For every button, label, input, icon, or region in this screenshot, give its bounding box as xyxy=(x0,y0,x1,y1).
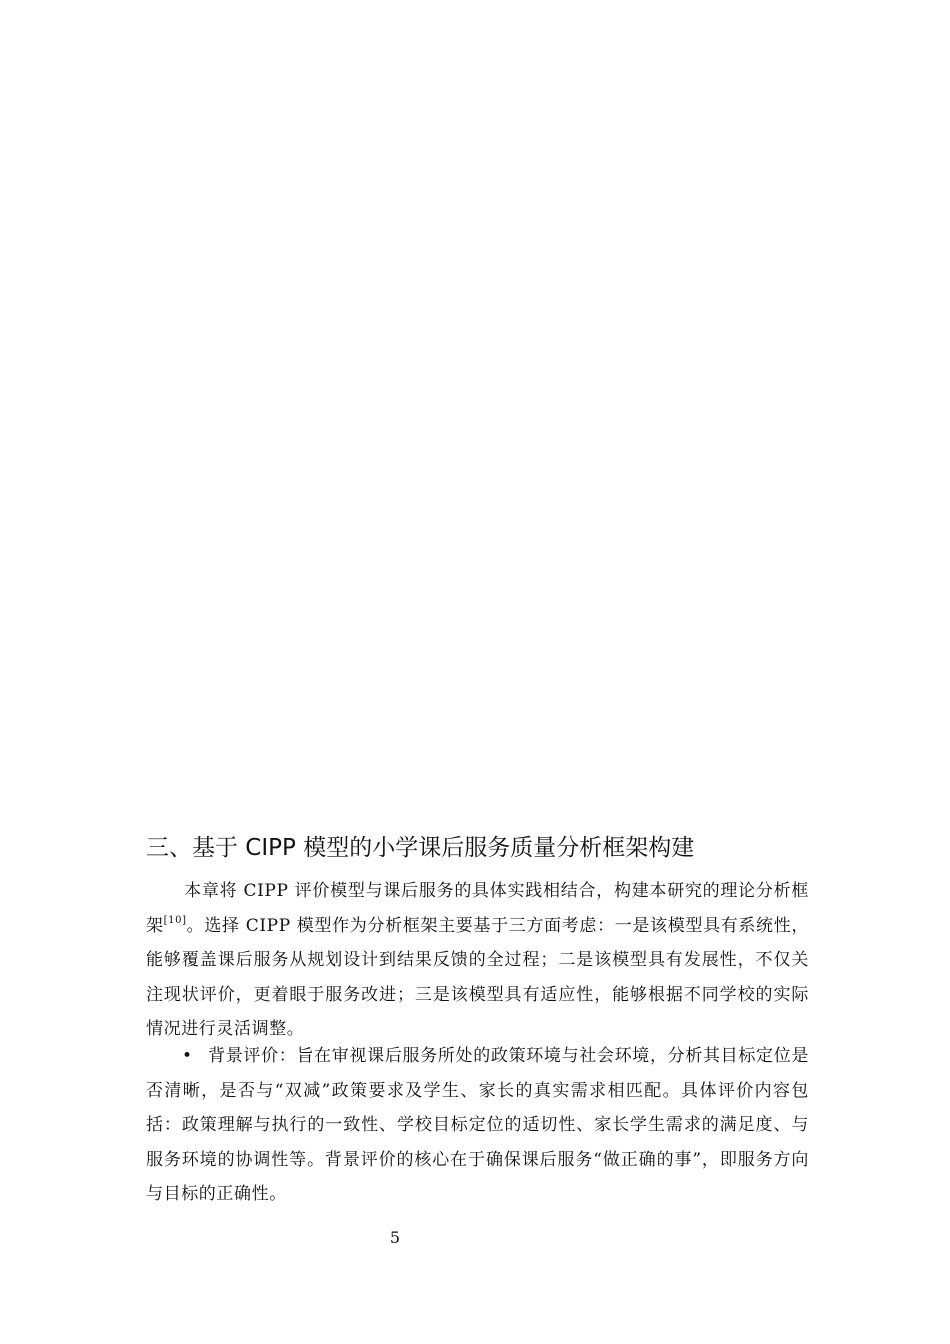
paragraph-text-part2: 。选择 CIPP 模型作为分析框架主要基于三方面考虑：一是该模型具有系统性，能够覆盖课后服务从规划设计到结果反馈的全过程；二是该模型具有发展性，不仅关注现状评价，更着眼于服务改进；三是该模型具有适应性，能够根据不同学校的实际情况进行灵活调整。 xyxy=(146,915,809,1039)
bullet-list-item xyxy=(146,1039,809,1212)
bullet-item-text: 背景评价：旨在审视课后服务所处的政策环境与社会环境，分析其目标定位是否清晰，是否与“双减”政策要求及学生、家长的真实需求相匹配。具体评价内容包括：政策理解与执行的一致性、学校目标定位的适切性、家长学生需求的满足度、与服务环境的协调性等。背景评价的核心在于确保课后服务“做正确的事”，即服务方向与目标的正确性。 xyxy=(146,1046,809,1204)
citation-ref: [10] xyxy=(163,914,187,926)
bullet-icon: • xyxy=(182,1046,193,1066)
intro-paragraph xyxy=(146,874,809,1047)
page-number: 5 xyxy=(389,1228,401,1247)
section-heading: 三、基于 CIPP 模型的小学课后服务质量分析框架构建 xyxy=(146,835,695,861)
paragraph-text-part1: 本章将 CIPP 评价模型与课后服务的具体实践相结合，构建本研究的理论分析框架 xyxy=(146,881,809,936)
